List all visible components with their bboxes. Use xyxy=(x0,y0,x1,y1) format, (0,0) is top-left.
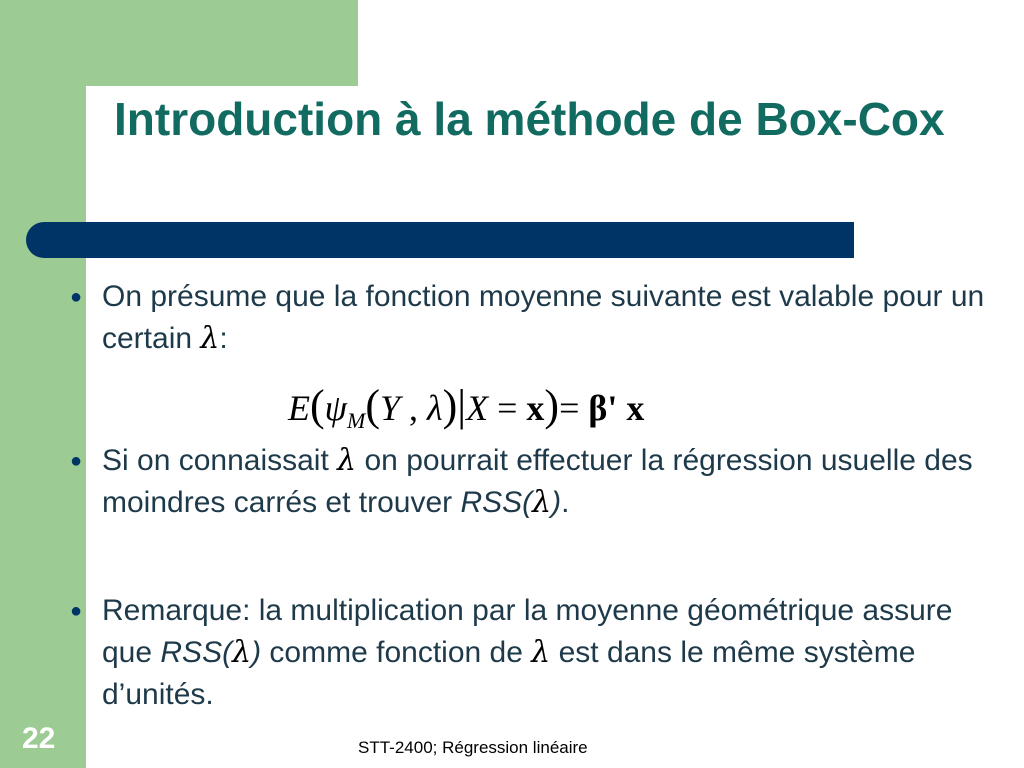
mean-function-equation: $E(\psi_M(Y$ , λ)|X = x)= β' x xyxy=(288,381,645,433)
bullet-1-text: On présume que la fonction moyenne suivante est valable pour un certain λ: xyxy=(102,280,985,356)
lambda-symbol: λ xyxy=(531,635,551,670)
lambda-symbol: λ xyxy=(337,443,357,478)
lambda-symbol: λ xyxy=(232,635,252,670)
slide-number: 22 xyxy=(22,722,56,755)
lambda-symbol: λ xyxy=(532,485,552,520)
bullet-2-text: Si on connaissait λ on pourrait effectuer la régression usuelle des moindres carrés et trouver RSS(λ). xyxy=(102,443,973,520)
bullet-3-text: Remarque: la multiplication par la moyenne géométrique assure que RSS(λ) comme fonction de λ est dans le même système d’unités. xyxy=(102,594,953,711)
slide-title: Introduction à la méthode de Box-Cox xyxy=(114,93,945,145)
green-left-band xyxy=(0,0,86,768)
title-divider-bar xyxy=(26,222,854,258)
bullet-dot-icon: ● xyxy=(70,286,83,308)
lambda-symbol: λ xyxy=(200,321,220,356)
bullet-dot-icon: ● xyxy=(70,600,83,622)
bullet-dot-icon: ● xyxy=(70,450,83,472)
footer-text: STT-2400; Régression linéaire xyxy=(358,738,588,757)
